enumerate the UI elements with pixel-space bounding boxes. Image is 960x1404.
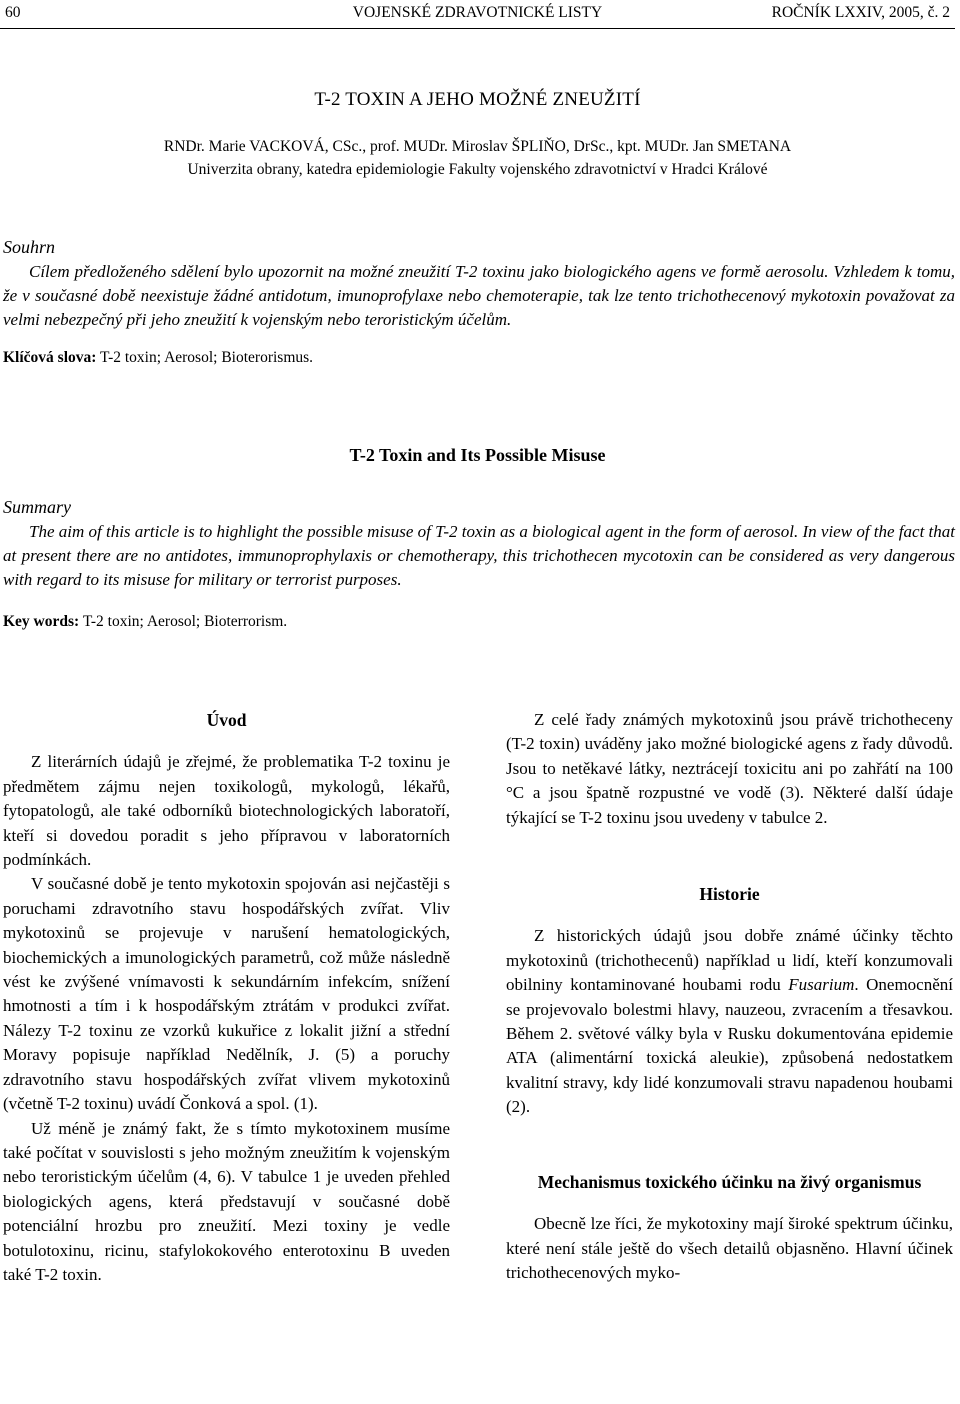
section-heading-mechanismus: Mechanismus toxického účinku na živý organismus — [537, 1171, 922, 1192]
abstract-heading: Souhrn — [3, 237, 56, 257]
abstract-czech — [3, 236, 955, 368]
text-run: . Onemocnění se projevovalo bolestmi hlavy, nauzeou, zvracením a třesavkou. Během 2. světové války byla v Rusku dokumentována epidemie ATA (alimentární toxická aleukie), způsobená nedostatkem kvalitní stravy, kdy lidé konzumovali stravu napadenou houbami (2). — [506, 975, 953, 1117]
english-title: T-2 Toxin and Its Possible Misuse — [349, 445, 606, 465]
article-title: T-2 TOXIN A JEHO MOŽNÉ ZNEUŽITÍ — [314, 89, 641, 110]
page-number: 60 — [5, 4, 21, 21]
article-affiliation: Univerzita obrany, katedra epidemiologie Fakulty vojenského zdravotnictví v Hradci Králové — [187, 161, 768, 178]
abstract-text: Cílem předloženého sdělení bylo upozornit na možné zneužití T-2 toxinu jako biologického agens ve formě aerosolu. Vzhledem k tomu, že v současné době neexistuje žádné antidotum, imunoprofylaxe nebo chemoterapie, tak lze tento trichothecenový mykotoxin považovat za velmi nebezpečný při jeho zneužití k vojenským nebo teroristickým účelům. — [3, 262, 955, 329]
keywords-value: T-2 toxin; Aerosol; Bioterrorism. — [82, 613, 288, 630]
abstract-heading: Summary — [3, 497, 71, 517]
abstract-english — [3, 496, 955, 632]
body-paragraph: Obecně lze říci, že mykotoxiny mají široké spektrum účinku, které není stále ještě do všech detailů objasněno. Hlavní účinek trichothecenových myko- — [506, 1214, 953, 1282]
journal-name: VOJENSKÉ ZDRAVOTNICKÉ LISTY — [352, 4, 603, 21]
body-paragraph: Už méně je známý fakt, že s tímto mykotoxinem musíme také počítat v souvislosti s jeho možným zneužitím k vojenským nebo teroristickým účelům (4, 6). V tabulce 1 je uveden přehled biologických agens, která představují v současné době potenciální hrozbu pro zneužití. Mezi toxiny je vedle botulotoxinu, ricinu, stafylokokového enterotoxinu B uveden také T-2 toxin. — [3, 1118, 450, 1284]
body-column-left — [3, 708, 450, 1287]
section-heading-uvod: Úvod — [206, 710, 247, 730]
keywords — [3, 612, 955, 632]
body-column-right — [506, 708, 953, 1285]
text-run: Z historických údajů jsou dobře známé účinky těchto mykotoxinů (trichothecenů) například u lidí, kteří konzumovali obilniny kontaminované houbami rodu — [506, 926, 953, 995]
keywords — [3, 348, 955, 368]
keywords-value: T-2 toxin; Aerosol; Bioterorismus. — [100, 349, 314, 366]
abstract-text: The aim of this article is to highlight the possible misuse of T-2 toxin as a biological agent in the form of aerosol. In view of the fact that at present there are no antidotes, immunoprophylaxis or chemotherapy, this trichothecen mycotoxin can be considered as very dangerous with regard to its misuse for military or terrorist purposes. — [3, 522, 955, 589]
keywords-label: Key words: — [3, 613, 80, 630]
genus-name: Fusarium — [788, 975, 855, 995]
header-rule — [0, 28, 955, 29]
body-paragraph: Z literárních údajů je zřejmé, že problematika T-2 toxinu je předmětem zájmu nejen toxikologů, mykologů, lékařů, fytopatologů, ale také odborníků biotechnologických laboratoří, kteří si dovedou poradit s jeho přípravou v laboratorních podmínkách. — [3, 752, 450, 870]
volume-issue: ROČNÍK LXXIV, 2005, č. 2 — [771, 4, 950, 21]
running-header — [5, 2, 950, 24]
section-heading-historie: Historie — [699, 884, 760, 905]
keywords-label: Klíčová slova: — [3, 349, 97, 366]
body-paragraph: V současné době je tento mykotoxin spojován asi nejčastěji s poruchami zdravotního stavu hospodářských zvířat. Vliv mykotoxinů se projevuje v narušení hematologických, biochemických a imunologických parametrů, což může následně vést ke zvýšené vnímavosti k sekundárním infekcím, snížení hmotnosti a tím i k hospodářským ztrátám v produkci zvířat. Nálezy T-2 toxinu ze vzorků kukuřice z lokalit jižní a střední Moravy popisuje například Nedělník, J. (5) a poruchy zdravotního stavu hospodářských zvířat vlivem mykotoxinů (včetně T-2 toxinu) uvádí Čonková a spol. (1). — [3, 874, 450, 1114]
article-authors: RNDr. Marie VACKOVÁ, CSc., prof. MUDr. Miroslav ŠPLIŇO, DrSc., kpt. MUDr. Jan SMETANA — [163, 138, 792, 155]
body-paragraph: Z celé řady známých mykotoxinů jsou právě trichotheceny (T-2 toxin) uváděny jako možné biologické agens z řady důvodů. Jsou to netěkavé látky, neztrácejí toxicitu ani po zahřátí na 100 °C a jsou špatně rozpustné ve vodě (3). Některé další údaje týkající se T-2 toxinu jsou uvedeny v tabulce 2. — [506, 710, 953, 827]
body-paragraph — [506, 924, 953, 1119]
